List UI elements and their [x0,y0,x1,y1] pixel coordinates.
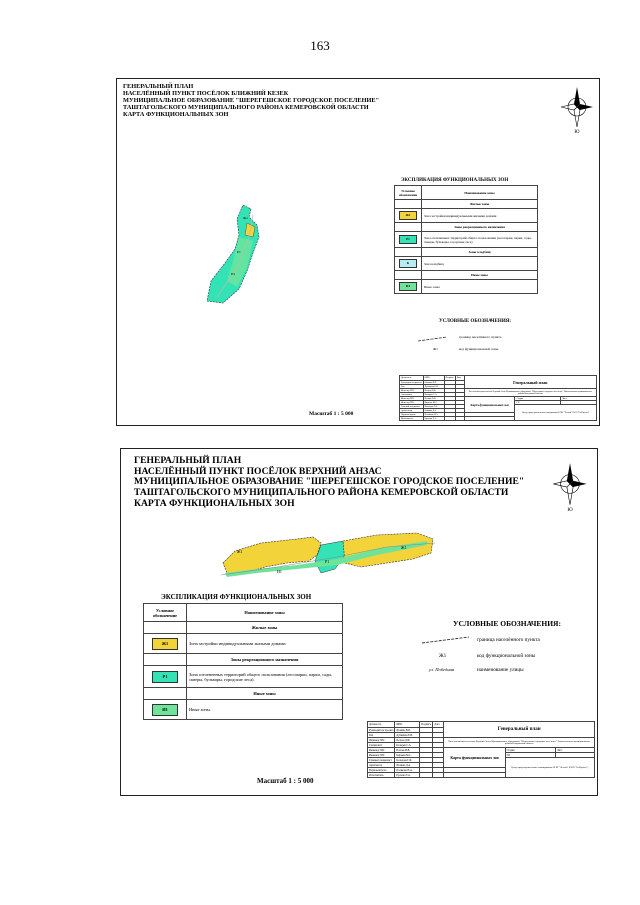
sheet-title [134,456,524,510]
map-area [217,523,445,583]
map-sheet-blizhniy-kezek [116,78,600,426]
group-title: Иные зоны [422,271,538,280]
zone-code-label: Р1 [325,559,330,564]
zone-code-label: И1 [231,272,236,276]
group-title: Иные зоны [187,688,343,700]
col-name-header: Наименование зоны [422,186,538,200]
project-title: Генеральный план [464,376,596,389]
zone-name: Зона застройки индивидуальными жилыми домами. [187,634,343,654]
group-title: Жилые зоны [422,200,538,209]
title-block: Должность ФИО Подпись Дата Генеральный план Руководитель проекта Фомина В.П. Гип Дубинина Е.В. Инженер ГИС Петров Д.Ф. Населённый пункт посёлок Верхний Анзас Муниципальное образование "Шерегешское городское поселение" Таштагольского муниципального района Кемеровской области Специалист Козырев С.А. Инженер ГИС Попова В.В. Карта функциональных зон Стадия Лист Инженер ГИС Киреева М.С. ГП Главный специалист Кольцова Г.Ф. Центр градостроительного планирования ФГБУ "Лесной" (ООО "ГеоПроект") Архитектор Фомина Д.А. Нормоконтроль Полякова Н.А. Исполнитель Ерохова Т.А. [399,375,597,421]
group-title: Жилые зоны [187,622,343,634]
legend-street-symbol: ул. Победная [429,667,455,672]
legend [439,319,511,324]
compass-south-label: Ю [574,130,580,133]
title-block: Должность ФИО Подпись Дата Генеральный план Руководитель проекта Фомина В.П. Гип Дубинина Е.В. Инженер ГИС Петров Д.Ф. Населённый пункт посёлок Верхний Анзас Муниципальное образование "Шерегешское городское поселение" Таштагольского муниципального района Кемеровской области Специалист Козырев С.А. Инженер ГИС Попова В.В. Карта функциональных зон Стадия Лист Инженер ГИС Киреева М.С. ГП Главный специалист Кольцова Г.Ф. Центр градостроительного планирования ФГБУ "Лесной" (ООО "ГеоПроект") Архитектор Фомина Д.А. Нормоконтроль Полякова Н.А. Исполнитель Ерохова Т.А. [367,721,595,778]
title-line: НАСЕЛЁННЫЙ ПУНКТ ПОСЁЛОК ВЕРХНИЙ АНЗАС [134,465,382,477]
legend-code-symbol: Ж1 [439,653,447,659]
zone-code-label: Ж1 [237,549,243,554]
zone-name: Зона застройки индивидуальными жилыми домами [422,209,538,223]
title-line: ГЕНЕРАЛЬНЫЙ ПЛАН [134,455,242,466]
zone-code-label: Р1 [237,250,241,254]
legend-code-text: код функциональной зоны [459,347,499,351]
page-number: 163 [310,38,330,53]
legend-boundary-text: граница населённого пункта [477,637,540,643]
group-title: Зоны рекреационного назначения [187,654,343,666]
title-line: МУНИЦИПАЛЬНОЕ ОБРАЗОВАНИЕ "ШЕРЕГЕШСКОЕ ГОРОДСКОЕ ПОСЕЛЕНИЕ" [123,97,380,105]
legend [453,619,561,628]
zone-name: Зона кладбищ [422,257,538,271]
explication-title: ЭКСПЛИКАЦИЯ ФУНКЦИОНАЛЬНЫХ ЗОН [161,593,312,601]
compass-icon [559,85,595,133]
sheet-title [123,83,379,118]
zone-swatch: И1 [152,704,178,716]
col-symbol-header: Условное обозначение [395,186,422,200]
group-title: Зоны рекреационного назначения [422,223,538,232]
map-area [197,197,287,307]
legend-code-symbol: Ж1 [433,347,438,351]
zone-code-label: Ж1 [243,216,248,220]
title-line: ТАШТАГОЛЬСКОГО МУНИЦИПАЛЬНОГО РАЙОНА КЕМЕРОВСКОЙ ОБЛАСТИ [123,104,369,112]
zone-code-label: Ж1 [401,545,407,550]
boundary-line-symbol [417,335,449,343]
zone-name: Иные зоны [422,280,538,294]
legend-code-text: код функциональной зоны [477,653,536,659]
zone-swatch: Ж1 [152,638,178,650]
compass-south-label: Ю [567,507,573,511]
legend-title: УСЛОВНЫЕ ОБОЗНАЧЕНИЯ: [453,619,561,628]
legend-boundary-text: граница населённого пункта [459,335,502,339]
title-line: НАСЕЛЁННЫЙ ПУНКТ ПОСЁЛОК БЛИЖНИЙ КЕЗЕК [123,90,289,98]
map-sheet-verkhniy-anzas [120,448,598,796]
zone-swatch: Ж1 [399,211,417,220]
explication-table [143,603,343,720]
title-line: ГЕНЕРАЛЬНЫЙ ПЛАН [123,83,194,90]
explication-table [394,185,538,294]
group-title: Зоны кладбищ [422,248,538,257]
zone-name: Зона озелененных территорий общего пользования (лесопарки, парки, сады, скверы, бульвары, городские леса) [422,232,538,248]
title-line: ТАШТАГОЛЬСКОГО МУНИЦИПАЛЬНОГО РАЙОНА КЕМЕРОВСКОЙ ОБЛАСТИ [134,487,509,499]
title-line: КАРТА ФУНКЦИОНАЛЬНЫХ ЗОН [134,497,295,509]
col-symbol-header: Условное обозначение [144,604,187,622]
zone-name: Иные зоны. [187,700,343,720]
title-line: КАРТА ФУНКЦИОНАЛЬНЫХ ЗОН [123,111,229,119]
zone-swatch: Р1 [152,671,178,683]
zone-code-label: И1 [277,569,282,574]
explication-title: ЭКСПЛИКАЦИЯ ФУНКЦИОНАЛЬНЫХ ЗОН [401,178,509,183]
compass-icon [551,461,589,511]
scale-label: Масштаб 1 : 5 000 [257,777,314,785]
boundary-line-symbol [421,635,471,645]
col-name-header: Наименование зоны [187,604,343,622]
zone-name: Зона озелененных территорий общего пользования (лесопарки, парки, сады, скверы, бульвары, городские леса). [187,666,343,688]
zone-swatch: И1 [399,282,417,291]
zone-swatch: К [399,259,417,268]
legend-street-text: наименование улицы [477,667,524,673]
legend-title: УСЛОВНЫЕ ОБОЗНАЧЕНИЯ: [439,319,511,324]
project-title: Генеральный план [444,722,595,738]
title-line: МУНИЦИПАЛЬНОЕ ОБРАЗОВАНИЕ "ШЕРЕГЕШСКОЕ ГОРОДСКОЕ ПОСЕЛЕНИЕ" [134,476,525,488]
scale-label: Масштаб 1 : 5 000 [309,411,354,417]
zone-swatch: Р1 [399,235,417,244]
zone-recreation [207,205,259,303]
